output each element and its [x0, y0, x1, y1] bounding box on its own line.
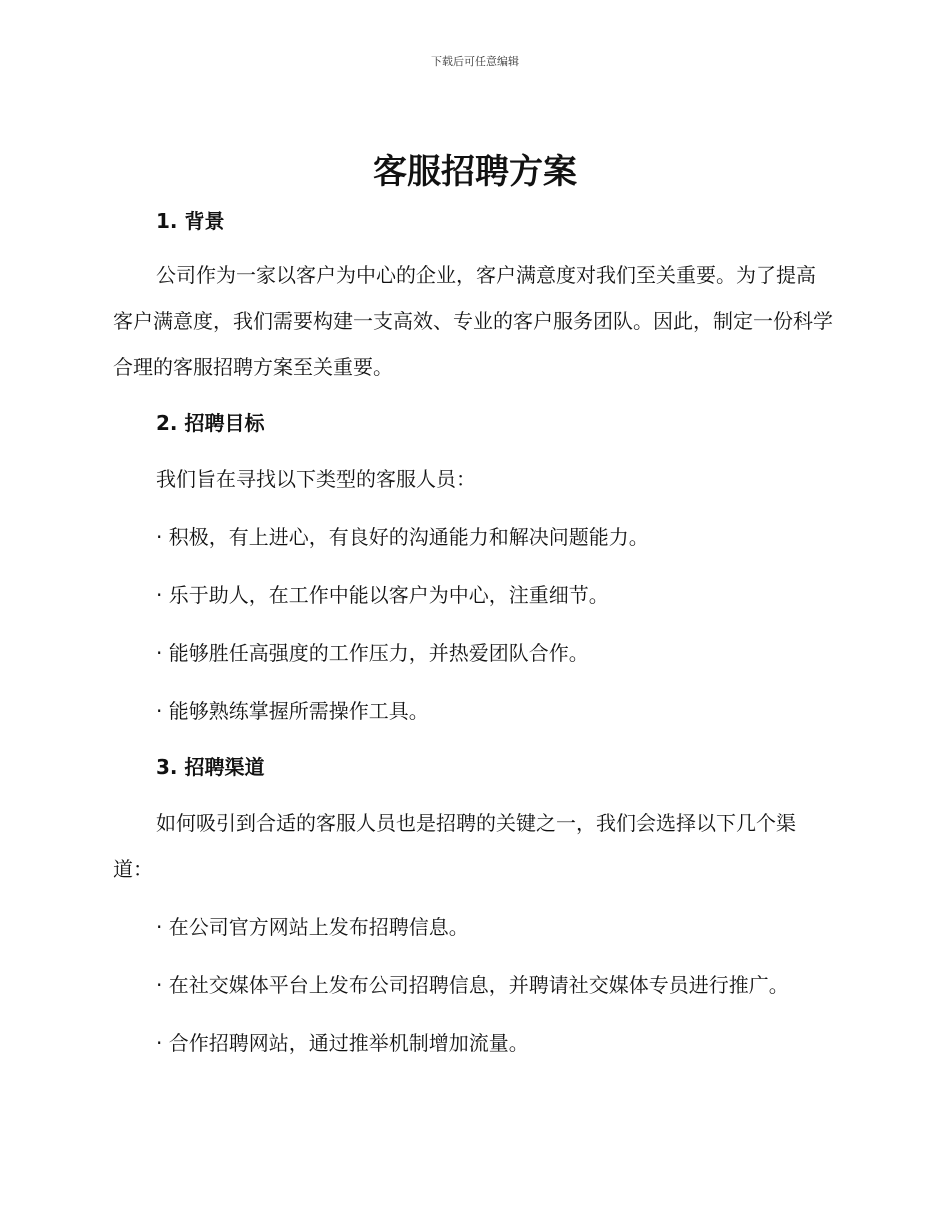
document-title: 客服招聘方案 [373, 152, 577, 192]
list-item: · 在公司官方网站上发布招聘信息。 [156, 915, 469, 939]
section-heading-channels: 3. 招聘渠道 [156, 755, 265, 779]
document-body [113, 200, 833, 1066]
goals-intro: 我们旨在寻找以下类型的客服人员： [156, 467, 476, 491]
section-heading-background: 1. 背景 [156, 209, 225, 233]
list-item: · 在社交媒体平台上发布公司招聘信息，并聘请社交媒体专员进行推广。 [156, 973, 789, 997]
section-heading-goals: 2. 招聘目标 [156, 411, 265, 435]
list-item: · 合作招聘网站，通过推举机制增加流量。 [156, 1031, 529, 1055]
background-paragraph: 公司作为一家以客户为中心的企业，客户满意度对我们至关重要。为了提高客户满意度，我们需要构建一支高效、专业的客户服务团队。因此，制定一份科学合理的客服招聘方案至关重要。 [113, 263, 833, 379]
list-item: · 积极，有上进心，有良好的沟通能力和解决问题能力。 [156, 525, 649, 549]
list-item: · 能够胜任高强度的工作压力，并热爱团队合作。 [156, 641, 589, 665]
page-header-note: 下载后可任意编辑 [431, 55, 519, 68]
list-item: · 能够熟练掌握所需操作工具。 [156, 699, 429, 723]
list-item: · 乐于助人，在工作中能以客户为中心，注重细节。 [156, 583, 609, 607]
channels-intro: 如何吸引到合适的客服人员也是招聘的关键之一，我们会选择以下几个渠道： [113, 811, 796, 881]
